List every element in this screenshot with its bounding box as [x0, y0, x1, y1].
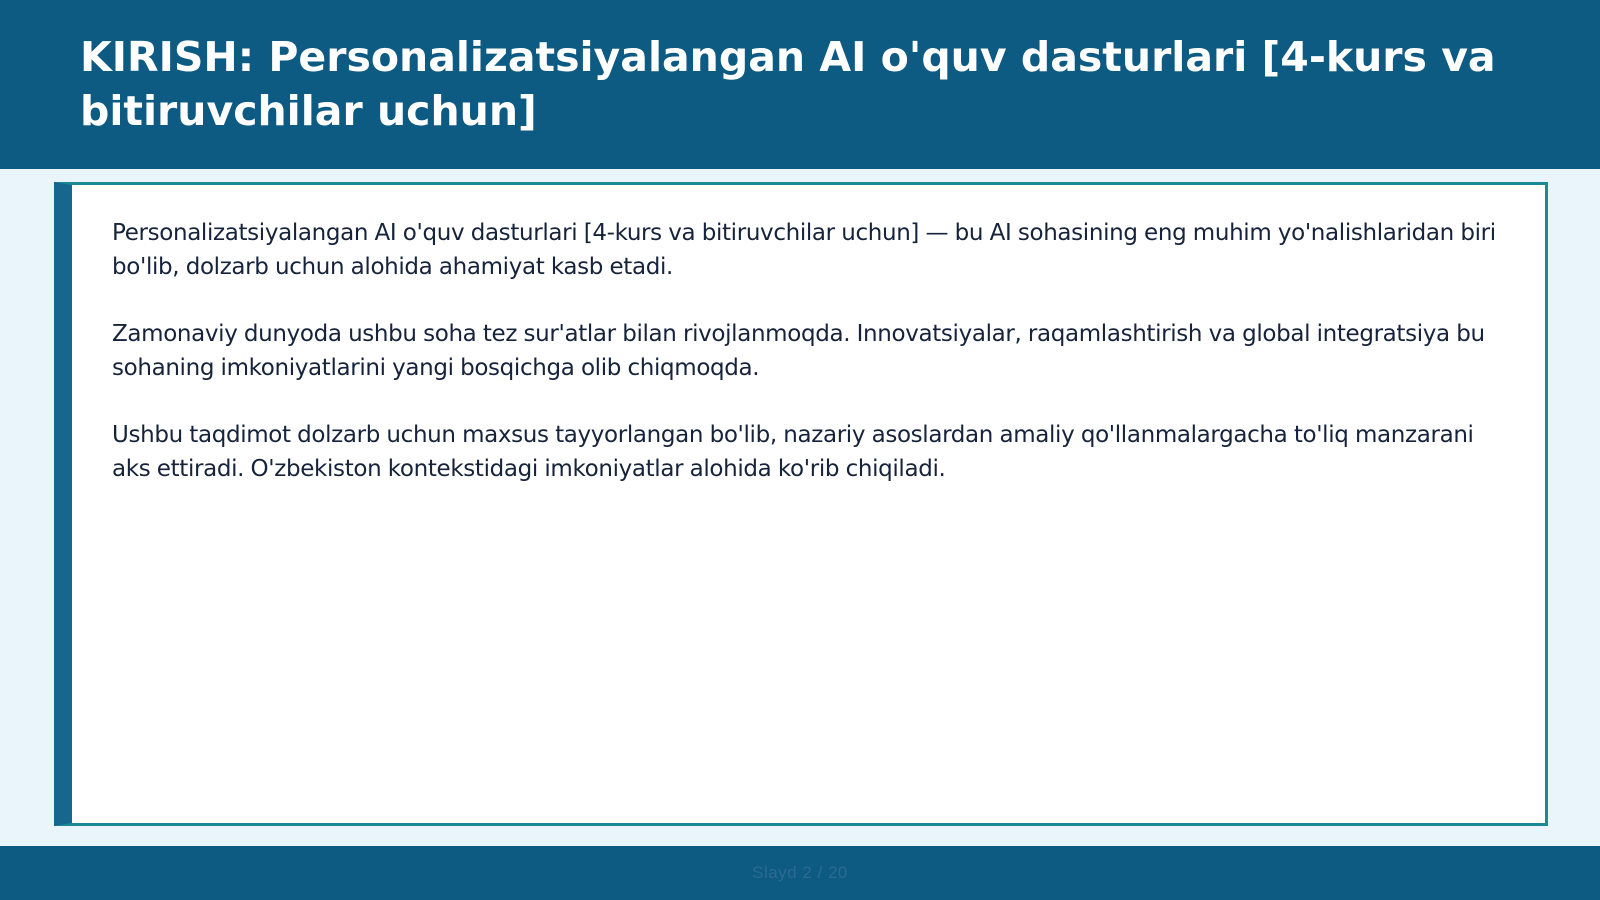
- slide-title: KIRISH: Personalizatsiyalangan AI o'quv dasturlari [4-kurs va bitiruvchilar uchun]: [80, 33, 1496, 135]
- intro-paragraph-2: Zamonaviy dunyoda ushbu soha tez sur'atlar bilan rivojlanmoqda. Innovatsiyalar, raqamlashtirish va global integratsiya bu sohaning imkoniyatlarini yangi bosqichga olib chiqmoqda.: [112, 321, 1485, 381]
- slide-header: [0, 0, 1600, 169]
- content-card: [54, 182, 1548, 826]
- slide-footer: [0, 846, 1600, 900]
- intro-paragraph-1: Personalizatsiyalangan AI o'quv dasturlari [4-kurs va bitiruvchilar uchun] — bu AI sohasining eng muhim yo'nalishlaridan biri bo'lib, dolzarb uchun alohida ahamiyat kasb etadi.: [112, 220, 1496, 280]
- intro-paragraph-3: Ushbu taqdimot dolzarb uchun maxsus tayyorlangan bo'lib, nazariy asoslardan amaliy qo'llanmalargacha to'liq manzarani aks ettiradi. O'zbekiston kontekstidagi imkoniyatlar alohida ko'rib chiqiladi.: [112, 422, 1474, 482]
- slide-counter: Slayd 2 / 20: [752, 863, 848, 882]
